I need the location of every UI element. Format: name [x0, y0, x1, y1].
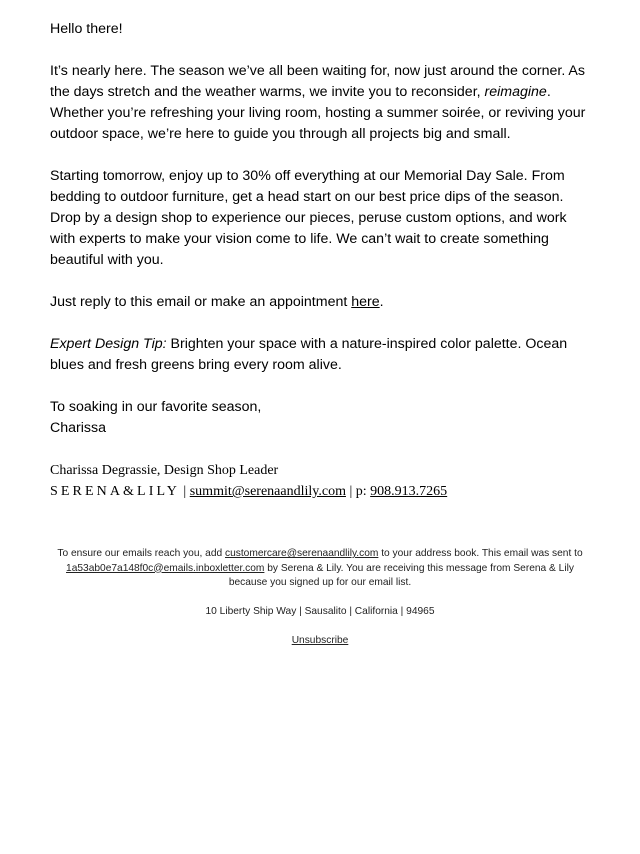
brand-name: SERENA&LILY: [50, 484, 180, 499]
intro-text-start: It’s nearly here. The season we’ve all been waiting for, now just around the corner. As the days stretch and the weather warms, we invite you to reconsider,: [50, 63, 585, 100]
footer-address: 10 Liberty Ship Way | Sausalito | California | 94965: [205, 606, 435, 617]
signature-name-title: Charissa Degrassie, Design Shop Leader: [50, 463, 279, 478]
reply-text: Just reply to this email or make an appointment: [50, 294, 352, 310]
signature-contact-line: [50, 481, 610, 502]
recipient-email-link[interactable]: 1a53ab0e7a148f0c@emails.inboxletter.com: [66, 562, 265, 574]
email-footer: [50, 547, 590, 663]
closing-line: To soaking in our favorite season,: [50, 399, 262, 415]
reply-end: .: [379, 294, 384, 310]
design-tip-text: Brighten your space with a nature-inspired color palette. Ocean blues and fresh greens bring every room alive.: [50, 336, 568, 373]
closing-name: Charissa: [50, 420, 106, 436]
greeting: Hello there!: [50, 21, 123, 37]
footer-notice: [50, 547, 590, 591]
reply-paragraph: [50, 292, 595, 313]
phone-label: | p:: [345, 484, 371, 499]
letter-body: [50, 19, 595, 439]
unsubscribe-link[interactable]: Unsubscribe: [291, 635, 349, 646]
signature-phone-link[interactable]: 908.913.7265: [370, 484, 448, 499]
footer-unsubscribe-row: [50, 634, 590, 649]
footer-notice-text-1: To ensure our emails reach you, add: [57, 548, 225, 559]
signature-block: [50, 460, 610, 502]
sale-paragraph: Starting tomorrow, enjoy up to 30% off everything at our Memorial Day Sale. From bedding to outdoor furniture, get a head start on our best price dips of the season. Drop by a design shop to experience our pieces, peruse custom options, and work with experts to make your vision come to life. We can’t wait to create something beautiful with you.: [50, 168, 567, 268]
appointment-link[interactable]: here: [351, 294, 380, 310]
customer-care-email-link[interactable]: customercare@serenaandlily.com: [224, 548, 379, 559]
footer-notice-text-2: to your address book. This email was sent to: [378, 548, 583, 559]
intro-emphasis: reimagine: [484, 84, 547, 100]
footer-notice-text-3: by Serena & Lily. You are receiving this message from Serena & Lily because you signed up for our email list.: [228, 562, 574, 588]
intro-text-end: . Whether you’re refreshing your living room, hosting a summer soirée, or reviving your outdoor space, we’re here to guide you through all projects big and small.: [50, 84, 586, 142]
design-tip: [50, 334, 595, 376]
intro-paragraph: [50, 61, 595, 145]
design-tip-label: Expert Design Tip:: [50, 336, 167, 352]
signature-separator: |: [179, 484, 190, 499]
signature-email-link[interactable]: summit@serenaandlily.com: [189, 484, 346, 499]
